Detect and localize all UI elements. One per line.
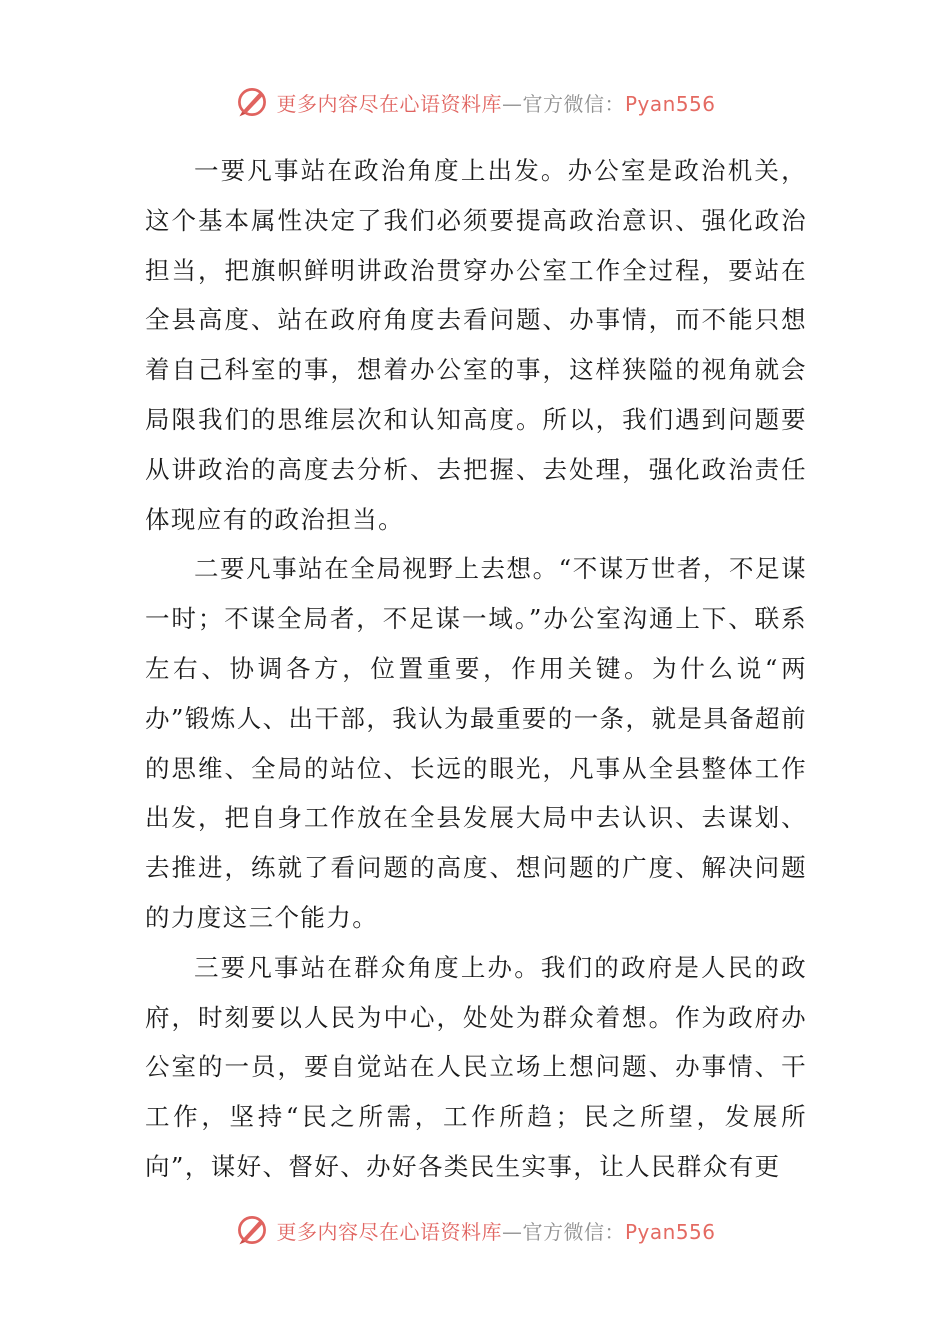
pen-circle-icon xyxy=(234,84,270,120)
watermark-contact-label: 官方微信： xyxy=(522,1219,625,1244)
paragraph-people-angle: 三要凡事站在群众角度上办。我们的政府是人民的政府，时刻要以人民为中心，处处为群众着想。作为政府办公室的一员，要自觉站在人民立场上想问题、办事情、干工作，坚持“民之所需，工作所趋；民之所望，发展所向”，谋好、督好、办好各类民生实事，让人民群众有更 xyxy=(145,952,807,1181)
document-body xyxy=(145,146,807,1192)
watermark-contact-id: Pyan556 xyxy=(624,1219,716,1244)
watermark-dash: — xyxy=(501,91,523,116)
watermark-brand: 更多内容尽在心语资料库 xyxy=(276,91,502,116)
watermark-contact-id: Pyan556 xyxy=(624,91,716,116)
watermark-dash: — xyxy=(501,1219,523,1244)
pen-circle-icon xyxy=(234,1212,270,1248)
footer-watermark xyxy=(0,1210,950,1250)
watermark-brand: 更多内容尽在心语资料库 xyxy=(276,1219,502,1244)
watermark-text xyxy=(276,1216,715,1245)
header-watermark xyxy=(0,82,950,122)
watermark-contact-label: 官方微信： xyxy=(522,91,625,116)
paragraph-overall-vision: 二要凡事站在全局视野上去想。“不谋万世者，不足谋一时；不谋全局者，不足谋一域。”办公室沟通上下、联系左右、协调各方，位置重要，作用关键。为什么说“两办”锻炼人、出干部，我认为最重要的一条，就是具备超前的思维、全局的站位、长远的眼光，凡事从全县整体工作出发，把自身工作放在全县发展大局中去认识、去谋划、去推进，练就了看问题的高度、想问题的广度、解决问题的力度这三个能力。 xyxy=(145,554,807,932)
paragraph-political-angle: 一要凡事站在政治角度上出发。办公室是政治机关，这个基本属性决定了我们必须要提高政治意识、强化政治担当，把旗帜鲜明讲政治贯穿办公室工作全过程，要站在全县高度、站在政府角度去看问题、办事情，而不能只想着自己科室的事，想着办公室的事，这样狭隘的视角就会局限我们的思维层次和认知高度。所以，我们遇到问题要从讲政治的高度去分析、去把握、去处理，强化政治责任体现应有的政治担当。 xyxy=(145,156,807,534)
watermark-text xyxy=(276,88,715,117)
